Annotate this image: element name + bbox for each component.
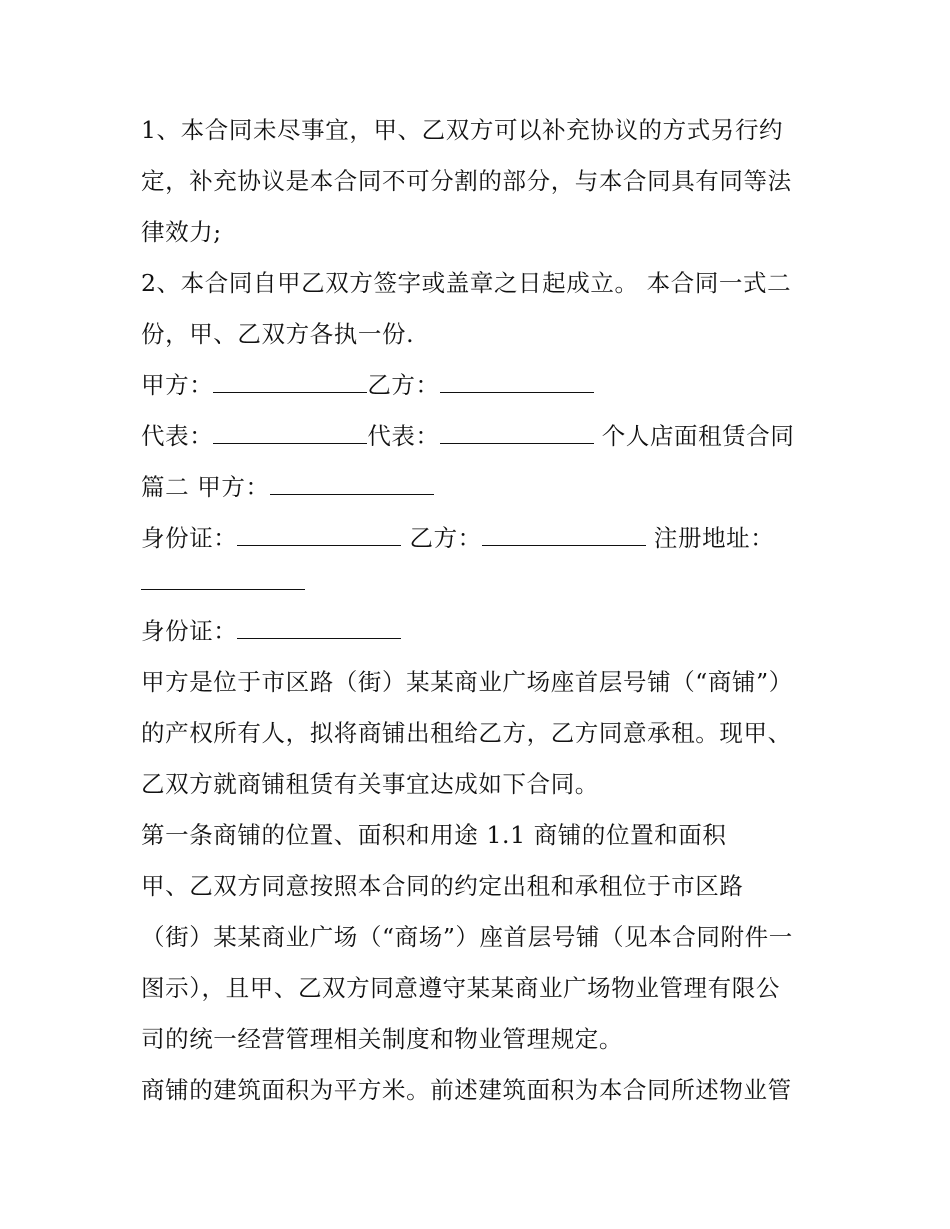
next-contract-title: 个人店面租赁合同: [601, 422, 795, 450]
rep-a-blank: [213, 421, 367, 444]
id-b-label: 身份证：: [141, 617, 238, 645]
part-two-row: [141, 471, 434, 503]
clause-1-line-1: 1、本合同未尽事宜，甲、乙双方可以补充协议的方式另行约: [141, 116, 784, 144]
reg-addr-blank: [141, 567, 305, 590]
party-b2-blank: [482, 523, 646, 546]
preamble-line-1: 甲方是位于市区路（街）某某商业广场座首层号铺（“商铺”）: [141, 668, 793, 696]
rep-b-blank: [440, 421, 594, 444]
clause-2-line-1: 2、本合同自甲乙双方签字或盖章之日起成立。 本合同一式二: [141, 269, 792, 297]
party-a-label: 甲方：: [141, 371, 214, 399]
party-b-blank: [440, 370, 594, 393]
party-a2-blank: [270, 472, 434, 495]
article-1-line-3: 图示），且甲、乙双方同意遵守某某商业广场物业管理有限公: [141, 974, 780, 1002]
reg-addr-label: 注册地址：: [653, 524, 775, 552]
id-a-blank: [237, 523, 401, 546]
rep-a-label: 代表：: [141, 422, 214, 450]
article-1-heading: 第一条商铺的位置、面积和用途 1.1 商铺的位置和面积: [141, 821, 727, 849]
article-1-line-1: 甲、乙双方同意按照本合同的约定出租和承租位于市区路: [141, 872, 744, 900]
signature-party-row: [141, 369, 594, 401]
clause-2-line-2: 份，甲、乙双方各执一份.: [141, 320, 415, 348]
rep-b-label: 代表：: [367, 422, 440, 450]
id-row: [141, 522, 774, 554]
preamble-line-2: 的产权所有人，拟将商铺出租给乙方，乙方同意承租。现甲、: [141, 719, 792, 747]
party-b-label: 乙方：: [367, 371, 440, 399]
article-1-line-2: （街）某某商业广场（“商场”）座首层号铺（见本合同附件一: [141, 923, 793, 951]
party-b2-label: 乙方：: [409, 524, 482, 552]
party-a2-label: 甲方：: [197, 473, 270, 501]
clause-1-line-3: 律效力;: [141, 218, 222, 246]
id-b-row: [141, 615, 401, 647]
clause-1-line-2: 定，补充协议是本合同不可分割的部分，与本合同具有同等法: [141, 167, 792, 195]
article-1-line-4: 司的统一经营管理相关制度和物业管理规定。: [141, 1025, 623, 1053]
party-a-blank: [213, 370, 367, 393]
part-two-heading: 篇二: [141, 473, 190, 501]
signature-rep-row: [141, 420, 795, 452]
reg-addr-blank-row: [141, 566, 305, 598]
area-line-1: 商铺的建筑面积为平方米。前述建筑面积为本合同所述物业管: [141, 1076, 792, 1104]
id-a-label: 身份证：: [141, 524, 238, 552]
id-b-blank: [237, 616, 401, 639]
preamble-line-3: 乙双方就商铺租赁有关事宜达成如下合同。: [141, 770, 599, 798]
